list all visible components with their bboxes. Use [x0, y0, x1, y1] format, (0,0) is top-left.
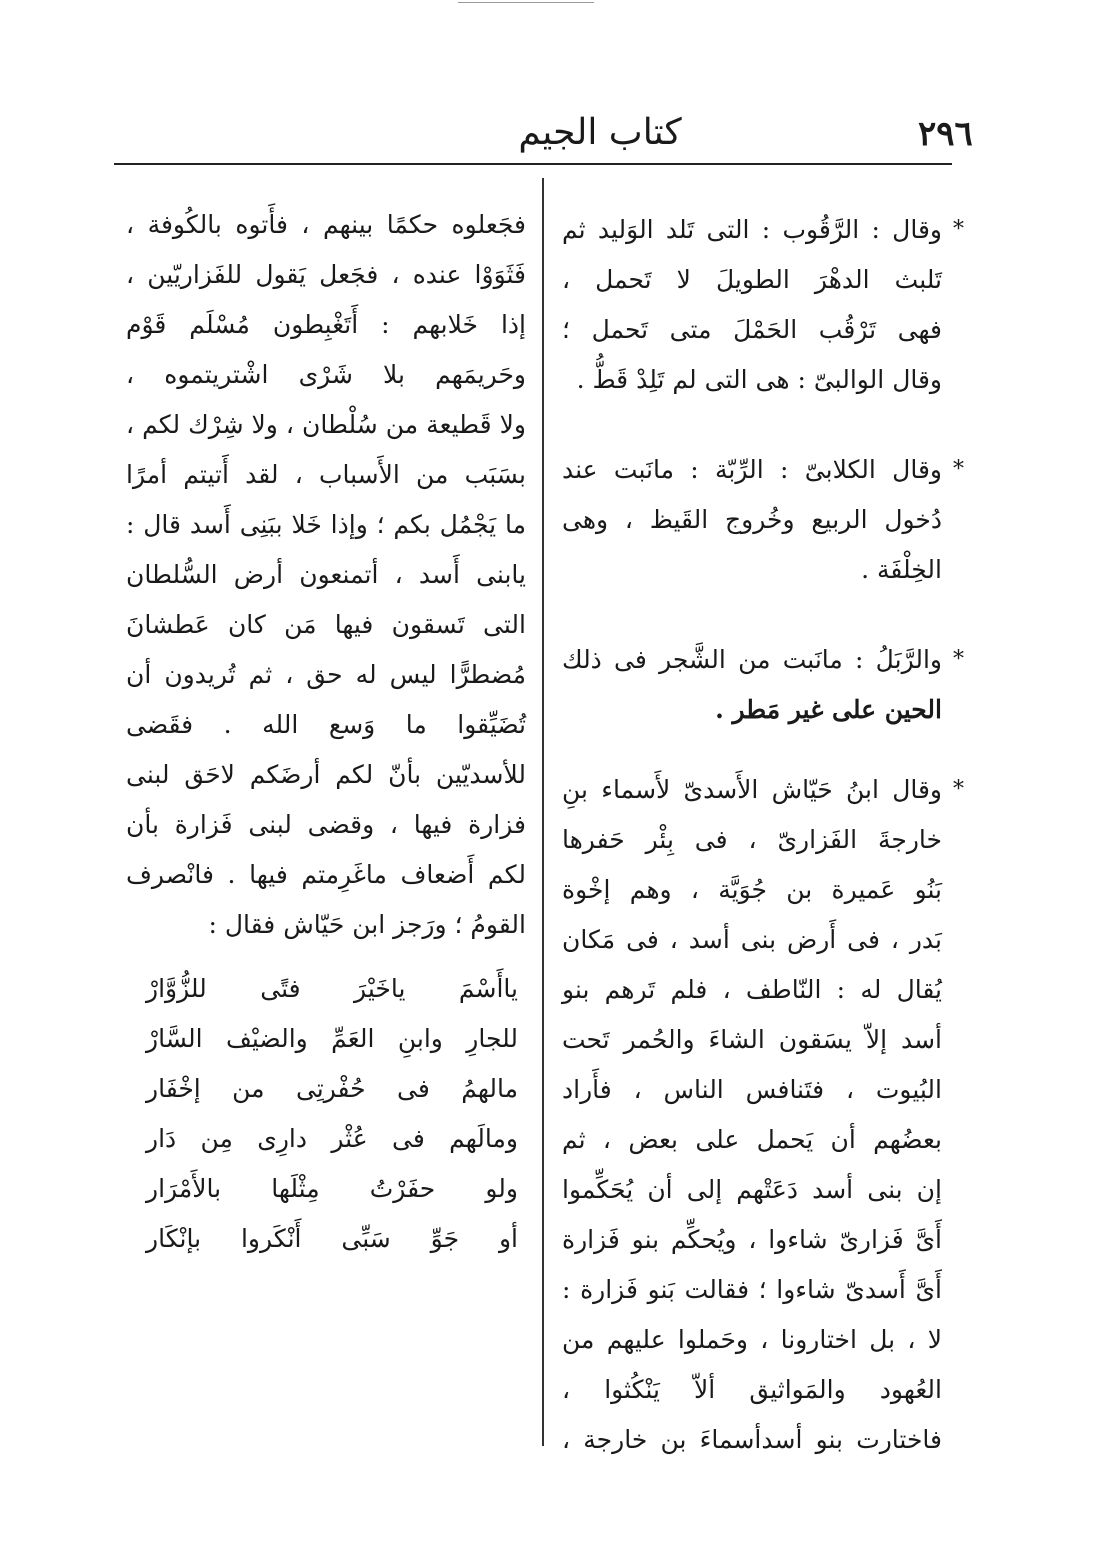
running-header-title: كتاب الجيم	[518, 112, 682, 153]
top-margin-rule	[458, 2, 594, 3]
text-line: * وقال : الرَّقُوب : التى تَلد الوَليد ثم	[562, 205, 942, 255]
asterisk-marker: *	[953, 777, 964, 802]
text-line: لا ، بل اختارونا ، وحَملوا عليهم من	[562, 1325, 942, 1354]
text-line: البُيوت ، فتَنافس الناس ، فأَراد	[562, 1075, 942, 1104]
text-line: خارجةَ الفَزارىّ ، فى بِئْر حَفرها	[562, 825, 942, 854]
text-line: بَدر ، فى أَرض بنى أسد ، فى مَكان	[562, 925, 942, 954]
verse-line: أو جَوِّ سَبِّى أَنْكَروا بإنْكَار	[146, 1224, 518, 1253]
column-divider	[542, 178, 544, 1446]
verse-line: ومالَهم فى عُثْر دارِى مِن دَار	[146, 1124, 518, 1153]
paragraph-ibn-hayyash	[562, 765, 964, 1465]
text-line: فهى تَرْقُب الحَمْلَ متى تَحمل ؛	[562, 315, 942, 344]
paragraph-raqub	[562, 205, 964, 405]
text-line: دُخول الربيع وخُروج القَيظ ، وهى	[562, 505, 942, 534]
text-line: * والرَّبَلُ : مانَبت من الشَّجر فى ذلك	[562, 635, 942, 685]
text-line: التى تَسقون فيها مَن كان عَطشانَ	[126, 610, 526, 639]
text-line: بَنُو عَميرة بن جُوَيَّة ، وهم إخْوة	[562, 875, 942, 904]
asterisk-marker: *	[953, 457, 964, 482]
text-line: فاختارت بنو أسدأسماءَ بن خارجة ،	[562, 1425, 942, 1454]
text-line: فجَعلوه حكمًا بينهم ، فأَتوه بالكُوفة ،	[126, 210, 526, 239]
paragraph-rabal	[562, 635, 964, 735]
text-line: فَثَوَوْا عنده ، فجَعل يَقول للفَزاريّين ،	[126, 260, 526, 289]
text-line: وقال الوالبىّ : هى التى لم تَلِدْ قَطُّ .	[576, 365, 942, 394]
text-line: أَىَّ أَسدىّ شاءوا ؛ فقالت بَنو فَزارة :	[562, 1275, 942, 1304]
left-column	[126, 200, 526, 1264]
text-line: فزارة فيها ، وقضى لبنى فَزارة بأن	[126, 810, 526, 839]
text-line: * وقال ابنُ حَيّاش الأَسدىّ لأَسماء بنِ	[562, 765, 942, 815]
asterisk-marker: *	[953, 217, 964, 242]
text-line: إن بنى أسد دَعَتْهم إلى أن يُحَكِّموا	[562, 1175, 942, 1204]
header-rule	[114, 163, 952, 165]
text-line: لكم أَضعاف ماغَرِمتم فيها . فانْصرف	[126, 860, 526, 889]
text-line: للأسديّين بأنّ لكم أرضَكم لاحَق لبنى	[126, 760, 526, 789]
text-line: إذا خَلابهم : أَتَغْبِطون مُسْلَم قَوْم	[126, 310, 526, 339]
text-line: القومُ ؛ ورَجز ابن حَيّاش فقال :	[208, 910, 526, 939]
paragraph-continuation	[126, 200, 526, 950]
paragraph-ribba	[562, 445, 964, 595]
text-line: ولا قَطيعة من سُلْطان ، ولا شِرْك لكم ،	[126, 410, 526, 439]
text-line: وحَريمَهم بلا شَرْى اشْتريتموه ،	[126, 360, 526, 389]
text-line: يُقال له : النّاطف ، فلم تَرهم بنو	[562, 975, 942, 1004]
text-line: بعضُهم أن يَحمل على بعض ، ثم	[562, 1125, 942, 1154]
text-line: بسَبَب من الأَسباب ، لقد أَتيتم أمرًا	[126, 460, 526, 489]
text-line: أسد إلاّ يسَقون الشاءَ والحُمر تَحت	[562, 1025, 942, 1054]
text-line: تُضَيِّقوا ما وَسع الله . فقَضى	[126, 710, 526, 739]
text-line: أَىَّ فَزارىّ شاءوا ، ويُحكِّم بنو فَزارة	[562, 1225, 942, 1254]
verse-line: ولو حفَرْتُ مِثْلَها بالأَمْرَار	[146, 1174, 518, 1203]
text-line: الخِلْفَة .	[861, 555, 942, 584]
verse-line: مالهمُ فى حُفْرتِى من إخْفَار	[146, 1074, 518, 1103]
text-line: تَلبث الدهْرَ الطويلَ لا تَحمل ،	[562, 265, 942, 294]
text-line: العُهود والمَواثيق ألاّ يَنْكُثوا ،	[562, 1375, 942, 1404]
text-line: يابنى أَسد ، أتمنعون أرض السُّلطان	[126, 560, 526, 589]
text-line-bold: الحين على غير مَطر .	[715, 695, 942, 724]
verse-line: ياأَسْمَ ياخَيْرَ فتًى للزُّوَّارْ	[146, 974, 518, 1003]
asterisk-marker: *	[953, 647, 964, 672]
page-number: ٢٩٦	[918, 114, 973, 154]
text-line: * وقال الكلابىّ : الرِّبّة : مانَبت عند	[562, 445, 942, 495]
text-line: ما يَجْمُل بكم ؛ وإذا خَلا ببَنِى أَسد قال :	[126, 510, 526, 539]
right-column	[562, 205, 964, 1465]
text-line: مُضطرًّا ليس له حق ، ثم تُريدون أن	[126, 660, 526, 689]
verse-line: للجارِ وابنِ العَمِّ والضيْف السَّارْ	[146, 1024, 518, 1053]
rajaz-verse	[126, 964, 526, 1264]
